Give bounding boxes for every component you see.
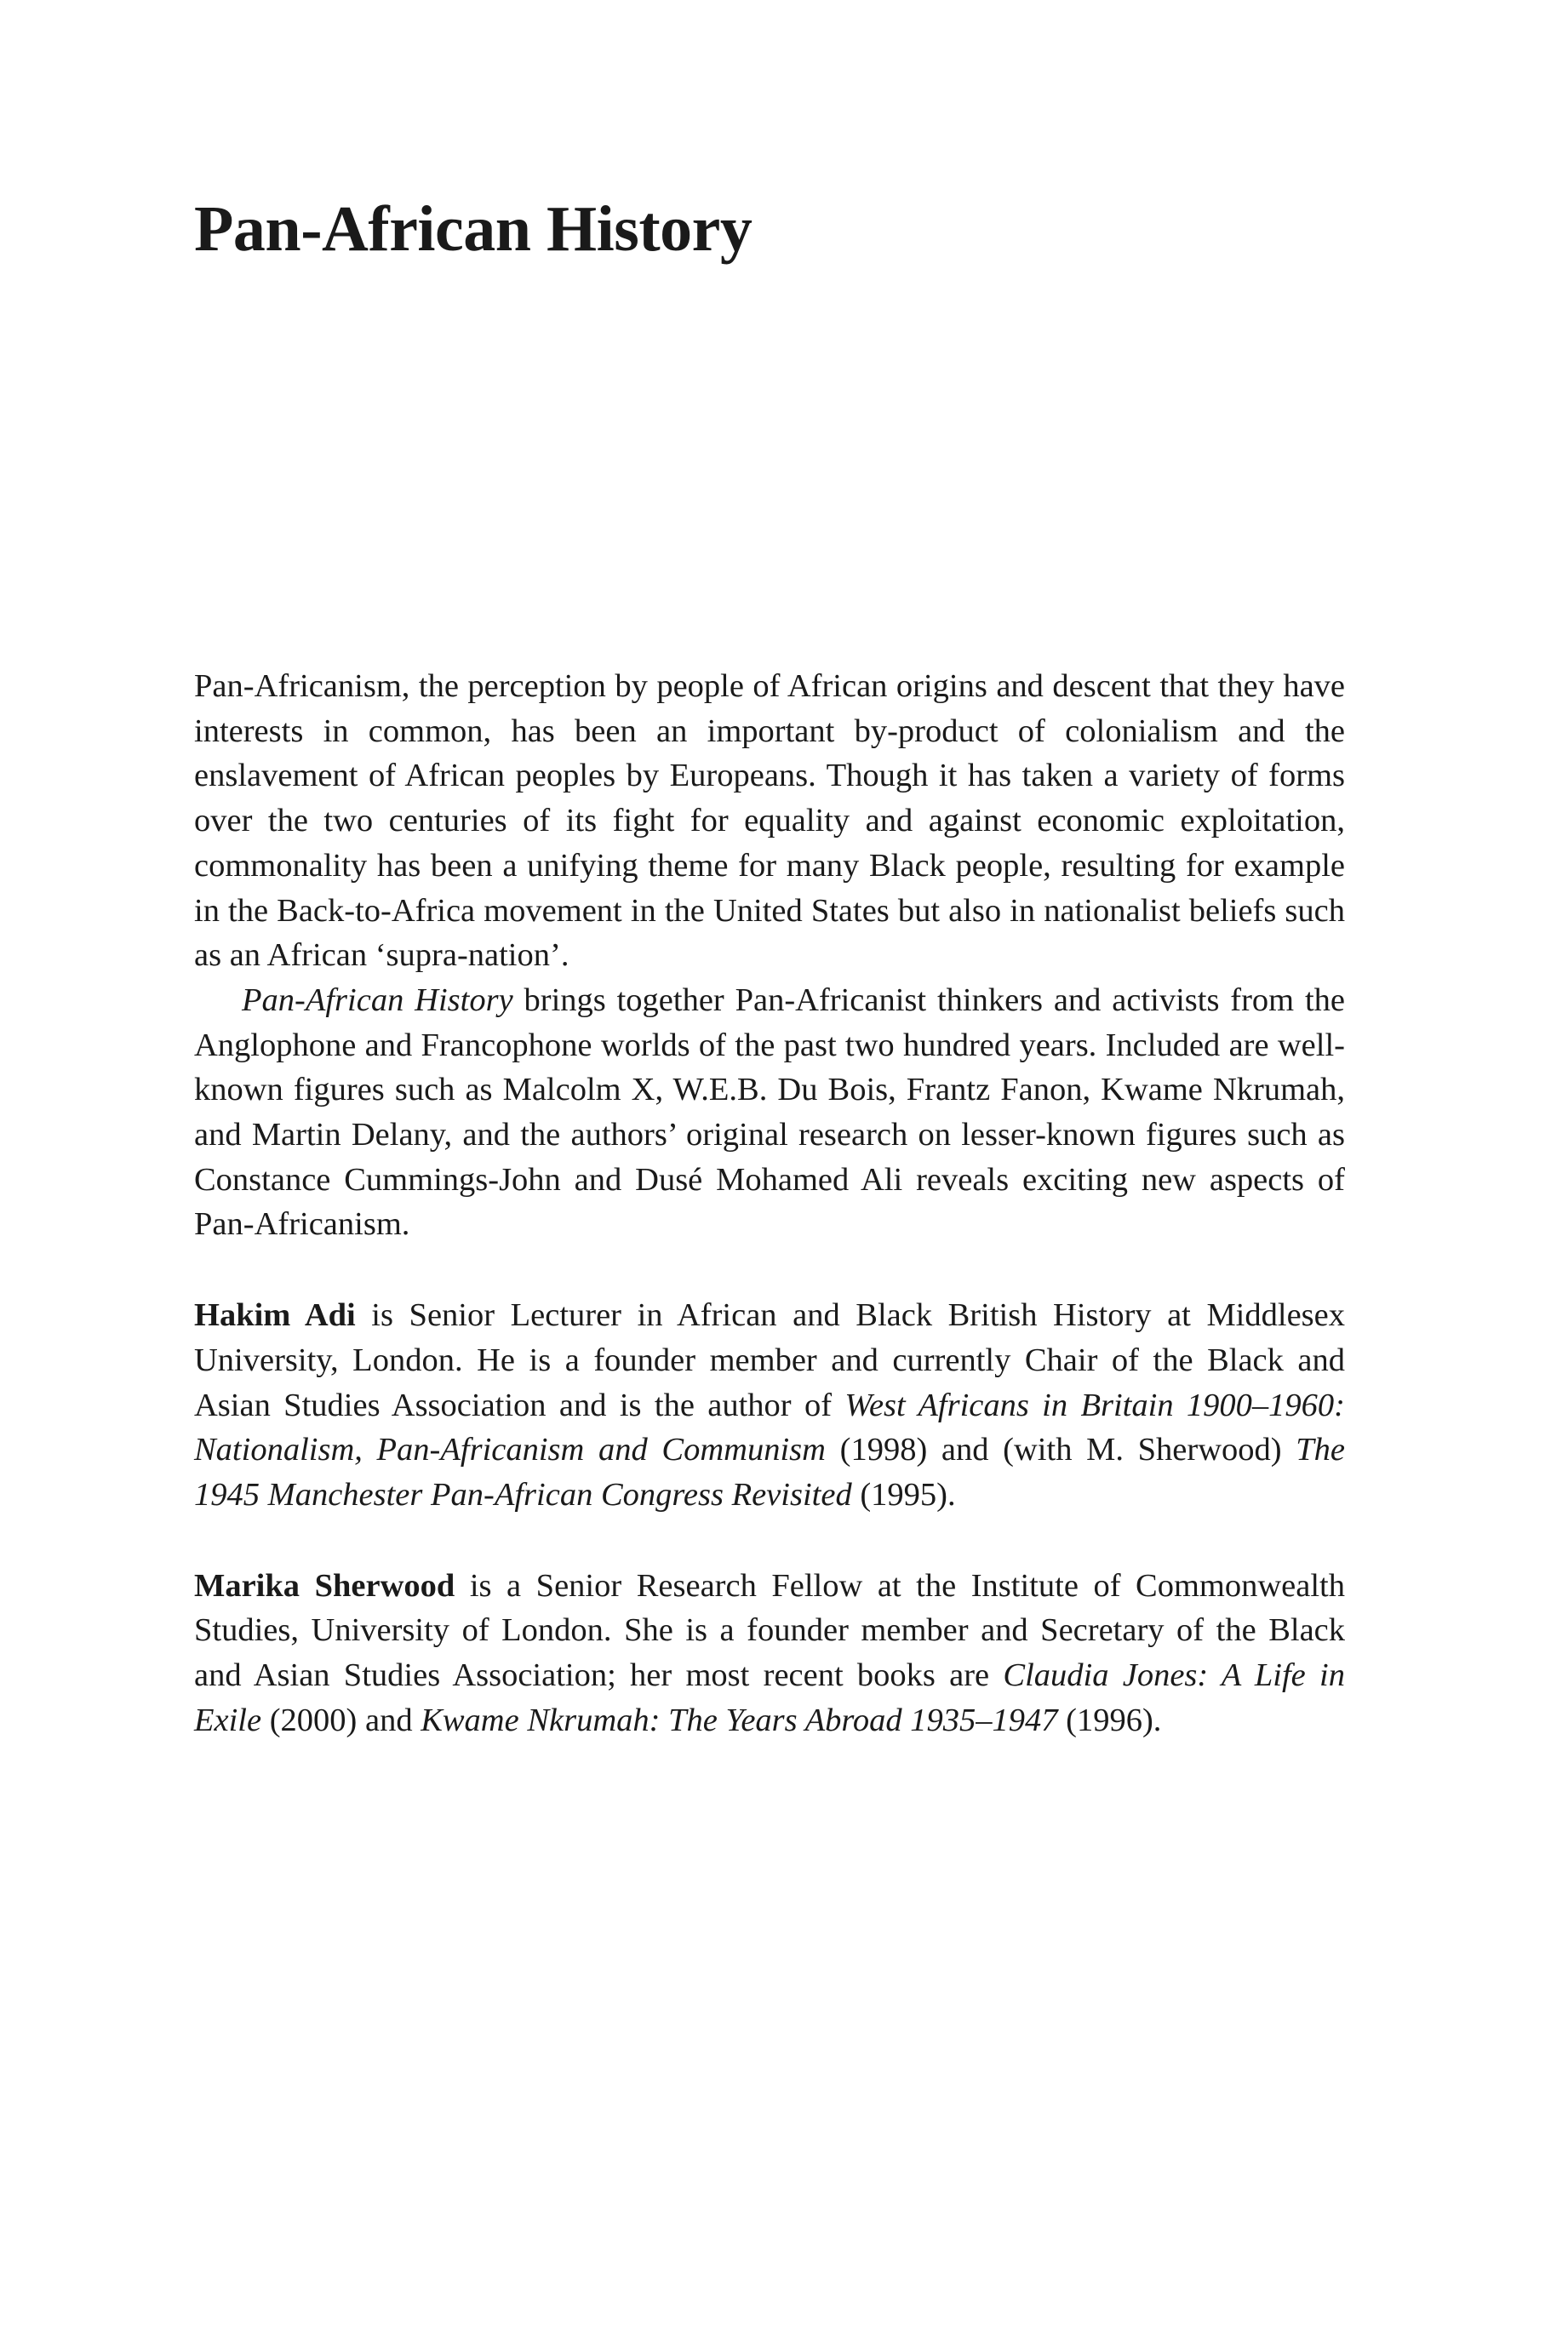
author-bio-sherwood-text-3: (1996). [1057, 1702, 1162, 1738]
author-bio-adi-text-3: (1995). [851, 1476, 956, 1513]
author-bio-sherwood-text-1: is a Senior Research Fellow at the Institute of Commonwealth Studies, University of London. She is a founder member and Secretary of the Black and Asian Studies Association; her most recent books are [194, 1567, 1345, 1694]
body-text [194, 664, 1345, 1743]
author-adi-book-1: West Africans in Britain 1900–1960: Nationalism, Pan-Africanism and Communism [194, 1387, 1345, 1468]
author-name-adi: Hakim Adi [194, 1297, 356, 1334]
author-sherwood-book-2: Kwame Nkrumah: The Years Abroad 1935–1947 [421, 1702, 1058, 1738]
author-adi-book-2: The 1945 Manchester Pan-African Congress Revisited [194, 1432, 1345, 1513]
description-paragraph-1: Pan-Africanism, the perception by people of African origins and descent that they have interests in common, has been an important by-product of colonialism and the enslavement of African peoples by Europeans. Though it has taken a variety of forms over the two centuries of its fight for equality and against economic exploitation, commonality has been a unifying theme for many Black people, resulting for example in the Back-to-Africa movement in the United States but also in nationalist beliefs such as an African ‘supra-nation’. [194, 668, 1345, 974]
description-paragraph-2 [194, 978, 1345, 1247]
author-bio-adi [194, 1293, 1345, 1518]
description-paragraph-2-text: brings together Pan-Africanist thinkers and activists from the Anglophone and Francophone worlds of the past two hundred years. Included are well-known figures such as Malcolm X, W.E.B. Du Bois, Frantz Fanon, Kwame Nkrumah, and Martin Delany, and the authors’ original research on lesser-known figures such as Constance Cummings-John and Dusé Mohamed Ali reveals exciting new aspects of Pan-Africanism. [194, 981, 1345, 1243]
author-bio-adi-text-1: is Senior Lecturer in African and Black British History at Middlesex University, London. He is a founder member and currently Chair of the Black and Asian Studies Association and is the author of [194, 1297, 1345, 1423]
author-name-sherwood: Marika Sherwood [194, 1567, 455, 1604]
author-bio-adi-text-2: (1998) and (with M. Sherwood) [825, 1432, 1296, 1468]
author-bio-sherwood-text-2: (2000) and [261, 1702, 421, 1738]
author-sherwood-book-1: Claudia Jones: A Life in Exile [194, 1657, 1345, 1738]
book-title-italic: Pan-African History [242, 981, 513, 1018]
page-title: Pan-African History [194, 193, 753, 265]
author-bio-sherwood [194, 1564, 1345, 1743]
